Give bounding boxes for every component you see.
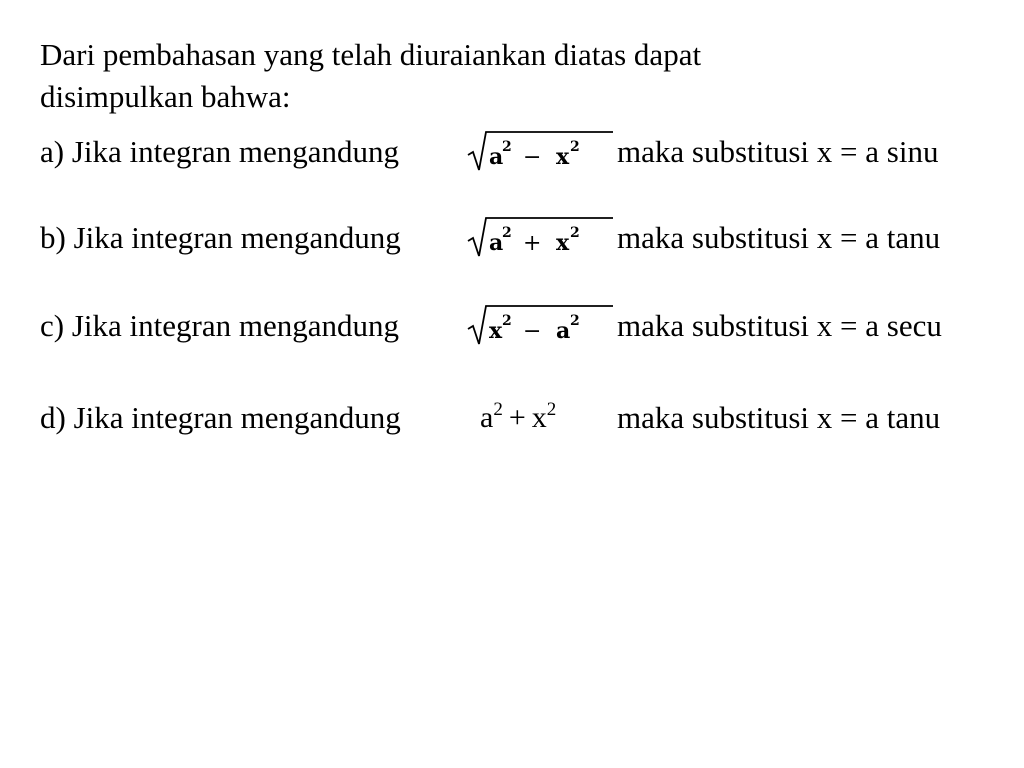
term-1: a — [489, 144, 504, 170]
operator: − — [523, 145, 542, 170]
substitution-text: maka substitusi x = a secu — [617, 308, 942, 343]
item-label: a) Jika integran mengandung — [40, 134, 399, 169]
exponent-1: 2 — [493, 399, 503, 420]
intro-line-2: disimpulkan bahwa: — [40, 79, 291, 114]
exponent-1: 2 — [502, 139, 512, 155]
exponent-1: 2 — [502, 225, 512, 241]
radical-expression — [465, 214, 615, 260]
term-2: x — [556, 144, 570, 170]
exponent-2: 2 — [570, 313, 580, 329]
operator: + — [508, 401, 526, 434]
item-label: d) Jika integran mengandung — [40, 400, 401, 435]
exponent-2: 2 — [570, 139, 580, 155]
term-1: a — [489, 230, 504, 256]
operator: + — [523, 231, 542, 256]
term-1: x — [489, 318, 503, 344]
term-1: a — [480, 401, 494, 434]
item-label: c) Jika integran mengandung — [40, 308, 399, 343]
exponent-1: 2 — [502, 313, 512, 329]
intro-line-1: Dari pembahasan yang telah diuraiankan diatas dapat — [40, 37, 702, 72]
substitution-text: maka substitusi x = a sinu — [617, 134, 939, 169]
intro-text — [40, 34, 980, 118]
radical-expression — [465, 128, 615, 174]
term-2: a — [556, 318, 571, 344]
exponent-2: 2 — [570, 225, 580, 241]
plain-expression — [480, 396, 556, 440]
radical-expression — [465, 302, 615, 348]
term-2: x — [556, 230, 570, 256]
substitution-text: maka substitusi x = a tanu — [617, 400, 941, 435]
item-label: b) Jika integran mengandung — [40, 220, 401, 255]
term-2: x — [531, 401, 547, 434]
exponent-2: 2 — [546, 399, 557, 420]
substitution-text: maka substitusi x = a tanu — [617, 220, 941, 255]
operator: − — [523, 319, 542, 344]
